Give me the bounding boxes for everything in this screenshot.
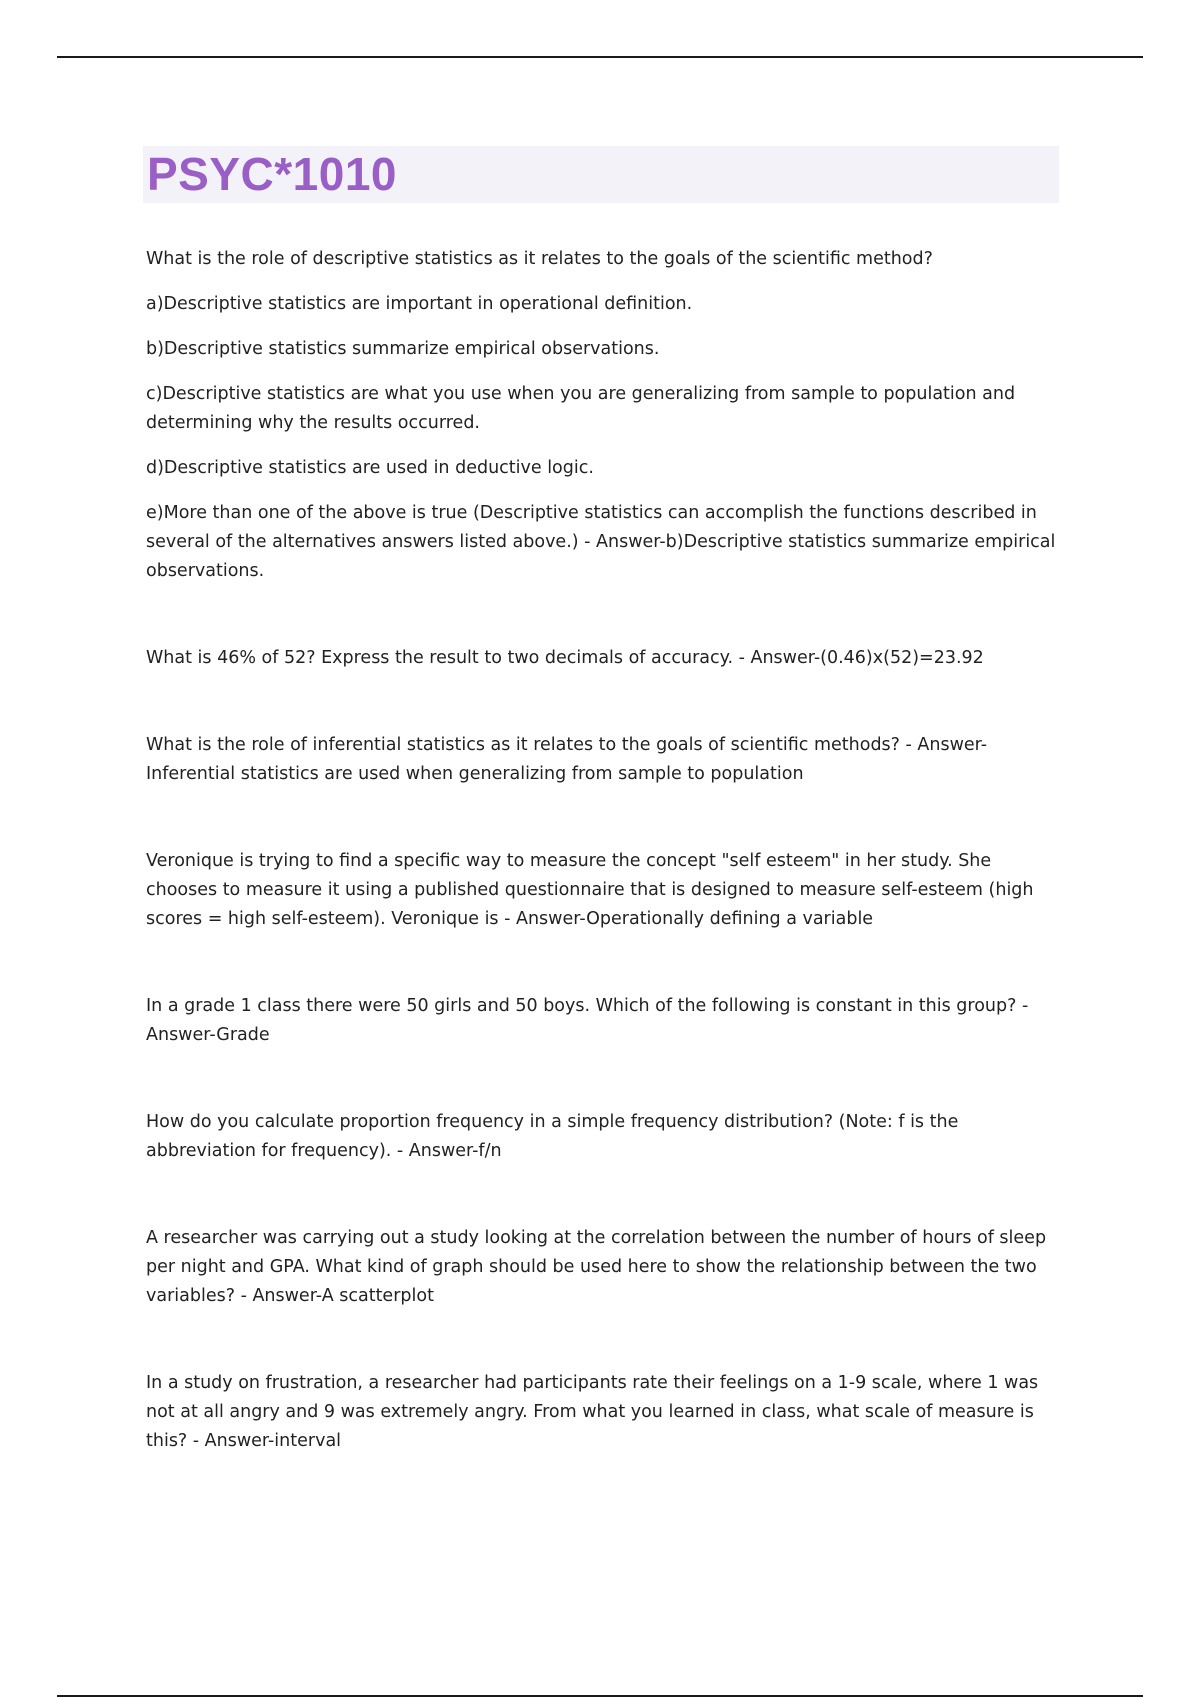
option-e-with-answer: e)More than one of the above is true (Descriptive statistics can accomplish the functions described in several of the alternatives answers listed above.) - Answer-b)Descriptive statistics summarize empirical observations. [146, 503, 1056, 581]
bottom-rule [57, 1695, 1143, 1697]
question-answer-text: What is the role of inferential statistics as it relates to the goals of scientific methods? - Answer-Inferential statistics are used when generalizing from sample to population [146, 735, 988, 784]
qa-content [146, 245, 1061, 1514]
option-d: d)Descriptive statistics are used in deductive logic. [146, 458, 594, 478]
question-answer-text: What is 46% of 52? Express the result to two decimals of accuracy. - Answer-(0.46)x(52)=23.92 [146, 648, 984, 668]
qa-item-percentage [146, 644, 1061, 673]
top-rule [57, 56, 1143, 58]
question-answer-text: In a study on frustration, a researcher had participants rate their feelings on a 1-9 scale, where 1 was not at all angry and 9 was extremely angry. From what you learned in class, what scale of measure is this? - Answer-interval [146, 1373, 1039, 1451]
qa-item-descriptive-statistics [146, 245, 1061, 586]
qa-item-inferential-statistics [146, 731, 1061, 789]
question-answer-text: A researcher was carrying out a study looking at the correlation between the number of hours of sleep per night and GPA. What kind of graph should be used here to show the relationship between the two variables? - Answer-A scatterplot [146, 1228, 1047, 1306]
qa-item-scale-of-measure [146, 1369, 1061, 1456]
qa-item-proportion-frequency [146, 1108, 1061, 1166]
qa-item-scatterplot [146, 1224, 1061, 1311]
document-title: PSYC*1010 [147, 148, 397, 200]
title-band [143, 146, 1059, 203]
question-answer-text: In a grade 1 class there were 50 girls and 50 boys. Which of the following is constant in this group? - Answer-Grade [146, 996, 1029, 1045]
option-b: b)Descriptive statistics summarize empirical observations. [146, 339, 660, 359]
qa-item-operational-definition [146, 847, 1061, 934]
question-text: What is the role of descriptive statistics as it relates to the goals of the scientific method? [146, 249, 933, 269]
option-a: a)Descriptive statistics are important in operational definition. [146, 294, 693, 314]
qa-item-constant [146, 992, 1061, 1050]
question-answer-text: Veronique is trying to find a specific way to measure the concept "self esteem" in her study. She chooses to measure it using a published questionnaire that is designed to measure self-esteem (high scores = high self-esteem). Veronique is - Answer-Operationally defining a variable [146, 851, 1034, 929]
option-c: c)Descriptive statistics are what you use when you are generalizing from sample to population and determining why the results occurred. [146, 384, 1016, 433]
question-answer-text: How do you calculate proportion frequency in a simple frequency distribution? (Note: f is the abbreviation for frequency). - Answer-f/n [146, 1112, 959, 1161]
